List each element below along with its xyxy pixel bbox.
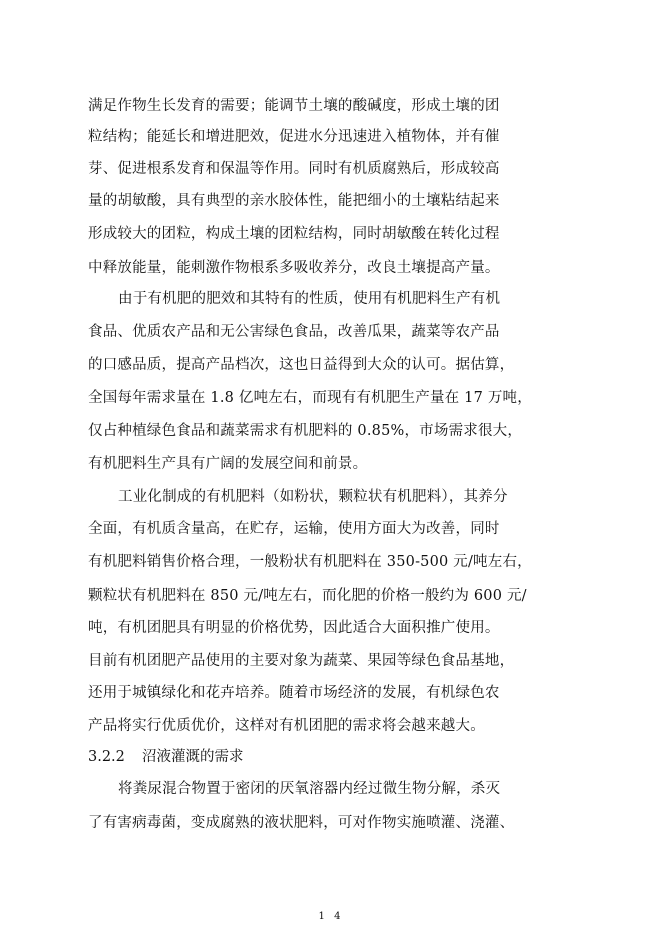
page-number: 1 4 [318,911,344,922]
section-heading [88,748,244,766]
paragraph-line: 满足作物生长发育的需要；能调节土壤的酸碱度，形成土壤的团 [88,98,500,114]
paragraph-line: 芽、促进根系发育和保温等作用。同时有机质腐熟后，形成较高 [88,161,500,177]
paragraph-line: 食品、优质农产品和无公害绿色食品，改善瓜果，蔬菜等农产品 [88,324,500,340]
paragraph-line: 形成较大的团粒，构成土壤的团粒结构，同时胡敏酸在转化过程 [88,226,500,242]
paragraph-line: 全面，有机质含量高，在贮存，运输，使用方面大为改善，同时 [88,521,500,537]
paragraph-line: 全国每年需求量在 1.8 亿吨左右，而现有有机肥生产量在 17 万吨， [88,390,532,406]
paragraph-line: 工业化制成的有机肥料（如粉状，颗粒状有机肥料），其养分 [118,489,508,505]
paragraph-line: 中释放能量，能刺激作物根系多吸收养分，改良土壤提高产量。 [88,260,500,276]
section-title: 沼液灌溉的需求 [142,749,244,765]
paragraph-line: 目前有机团肥产品使用的主要对象为蔬菜、果园等绿色食品基地， [88,653,515,669]
paragraph-line: 颗粒状有机肥料在 850 元/吨左右，而化肥的价格一般约为 600 元/ [88,588,527,604]
paragraph-line: 仅占种植绿色食品和蔬菜需求有机肥料的 0.85%，市场需求很大， [88,423,523,439]
paragraph-line: 由于有机肥的肥效和其特有的性质，使用有机肥料生产有机 [118,291,501,307]
paragraph-line: 还用于城镇绿化和花卉培养。随着市场经济的发展，有机绿色农 [88,685,500,701]
paragraph-line: 吨，有机团肥具有明显的价格优势，因此适合大面积推广使用。 [88,620,500,636]
paragraph-line: 的口感品质，提高产品档次，这也日益得到大众的认可。据估算， [88,357,515,373]
paragraph-line: 粒结构；能延长和增进肥效，促进水分迅速进入植物体，并有催 [88,129,500,145]
paragraph-line: 了有害病毒菌，变成腐熟的液状肥料，可对作物实施喷灌、浇灌、 [88,815,515,831]
paragraph-line: 有机肥料生产具有广阔的发展空间和前景。 [88,456,368,472]
paragraph-line: 量的胡敏酸，具有典型的亲水胶体性，能把细小的土壤粘结起来 [88,193,500,209]
paragraph-line: 将粪尿混合物置于密闭的厌氧溶器内经过微生物分解，杀灭 [118,781,501,797]
section-number: 3.2.2 [88,749,125,765]
paragraph-line: 有机肥料销售价格合理，一般粉状有机肥料在 350-500 元/吨左右， [88,554,532,570]
paragraph-line: 产品将实行优质优价，这样对有机团肥的需求将会越来越大。 [88,718,485,734]
